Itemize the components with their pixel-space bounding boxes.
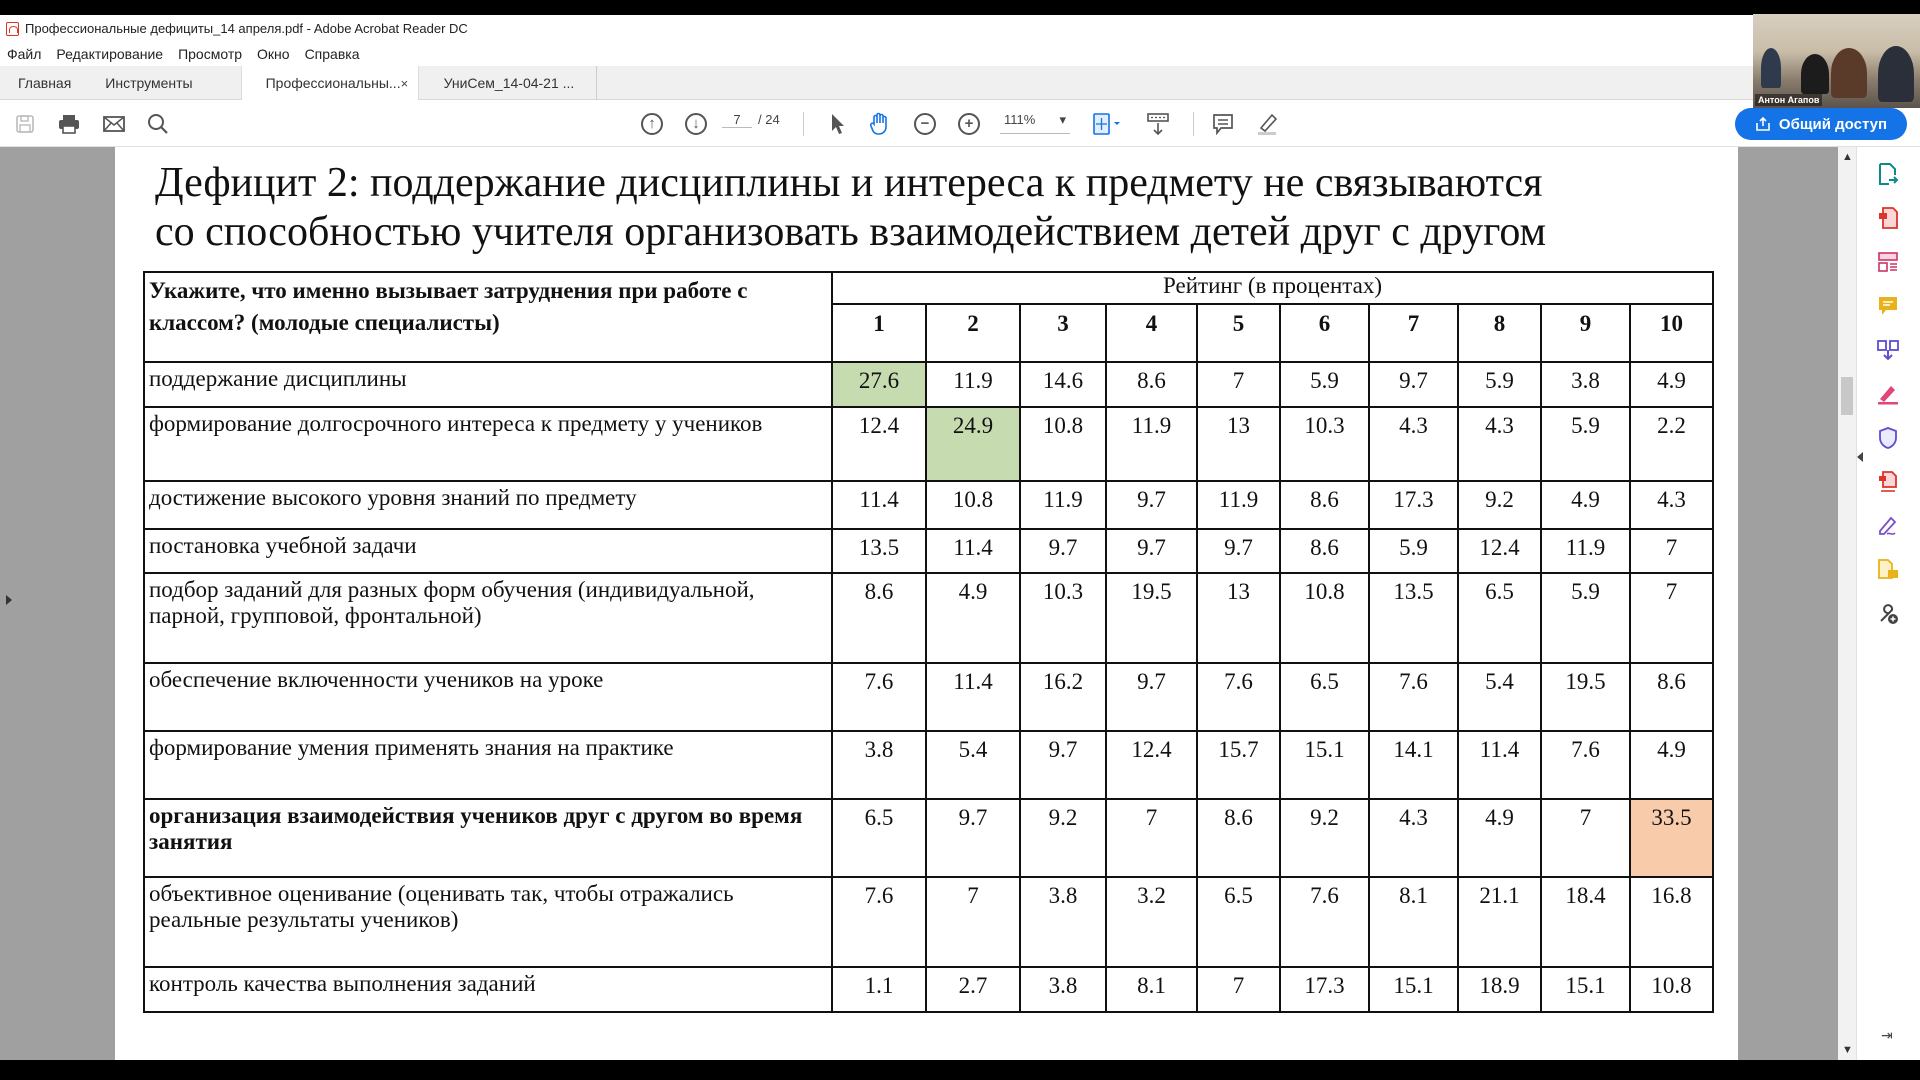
video-call-thumbnail[interactable] bbox=[1753, 14, 1920, 108]
scrollbar-thumb[interactable] bbox=[1841, 377, 1853, 415]
table-row bbox=[144, 877, 1713, 967]
table-cell: 9.7 bbox=[1106, 663, 1197, 731]
table-cell: 9.7 bbox=[926, 799, 1020, 877]
table-cell: 15.7 bbox=[1197, 731, 1280, 799]
table-cell: 7 bbox=[1197, 967, 1280, 1012]
document-viewport[interactable] bbox=[0, 147, 1856, 1060]
table-cell: 6.5 bbox=[1458, 573, 1541, 663]
zoom-in-icon[interactable]: + bbox=[955, 100, 983, 147]
table-cell: 8.6 bbox=[1630, 663, 1713, 731]
vertical-scrollbar[interactable] bbox=[1838, 147, 1856, 1060]
print-icon[interactable] bbox=[55, 100, 83, 147]
close-tab-icon[interactable]: × bbox=[400, 75, 409, 91]
comment-icon[interactable] bbox=[1209, 100, 1237, 147]
export-pdf-icon[interactable] bbox=[1875, 161, 1901, 187]
table-cell: 8.1 bbox=[1369, 877, 1458, 967]
table-cell: 7.6 bbox=[1541, 731, 1630, 799]
table-cell: 13.5 bbox=[1369, 573, 1458, 663]
table-cell: 19.5 bbox=[1541, 663, 1630, 731]
table-cell: 11.4 bbox=[926, 529, 1020, 573]
heading-line-2: со способностью учителя организовать взаимодействием детей друг с другом bbox=[155, 209, 1547, 255]
table-cell: 15.1 bbox=[1541, 967, 1630, 1012]
participant-name: Антон Агапов bbox=[1755, 94, 1822, 106]
table-cell: 10.8 bbox=[1020, 407, 1106, 481]
table-cell: 7.6 bbox=[832, 877, 926, 967]
table-row bbox=[144, 573, 1713, 663]
table-rating-header: Рейтинг (в процентах) bbox=[832, 272, 1713, 304]
table-cell: 7.6 bbox=[1197, 663, 1280, 731]
table-cell: 11.9 bbox=[1106, 407, 1197, 481]
tab-bar bbox=[0, 66, 1755, 100]
scroll-down-icon[interactable]: ▼ bbox=[1842, 1044, 1853, 1056]
table-cell: 17.3 bbox=[1369, 481, 1458, 529]
next-page-icon[interactable]: ↓ bbox=[682, 100, 710, 147]
table-cell: 3.8 bbox=[1020, 877, 1106, 967]
tab-active-document-label: Профессиональны... bbox=[265, 75, 401, 91]
table-cell: 4.9 bbox=[1630, 731, 1713, 799]
row-label: контроль качества выполнения заданий bbox=[144, 967, 832, 1012]
menu-help[interactable]: Справка bbox=[304, 46, 360, 62]
table-cell: 10.3 bbox=[1280, 407, 1369, 481]
table-cell: 4.3 bbox=[1369, 799, 1458, 877]
edit-pdf-icon[interactable] bbox=[1875, 249, 1901, 275]
table-cell: 10.8 bbox=[1630, 967, 1713, 1012]
table-cell: 8.1 bbox=[1106, 967, 1197, 1012]
table-cell: 9.2 bbox=[1280, 799, 1369, 877]
pdf-page bbox=[115, 147, 1738, 1060]
send-review-icon[interactable] bbox=[1875, 557, 1901, 583]
save-icon[interactable] bbox=[12, 100, 38, 147]
table-cell: 11.9 bbox=[1020, 481, 1106, 529]
table-cell: 21.1 bbox=[1458, 877, 1541, 967]
table-cell: 8.6 bbox=[1197, 799, 1280, 877]
table-cell: 18.4 bbox=[1541, 877, 1630, 967]
table-cell: 5.4 bbox=[1458, 663, 1541, 731]
table-cell: 7 bbox=[1630, 573, 1713, 663]
table-cell: 33.5 bbox=[1630, 799, 1713, 877]
table-cell: 9.7 bbox=[1106, 529, 1197, 573]
row-label: объективное оценивание (оценивать так, чтобы отражались реальные результаты учеников) bbox=[144, 877, 832, 967]
table-cell: 10.3 bbox=[1020, 573, 1106, 663]
table-cell: 7.6 bbox=[1369, 663, 1458, 731]
table-cell: 3.8 bbox=[1541, 362, 1630, 407]
email-icon[interactable] bbox=[100, 100, 128, 147]
table-row bbox=[144, 663, 1713, 731]
table-cell: 18.9 bbox=[1458, 967, 1541, 1012]
right-tools-panel bbox=[1856, 147, 1920, 1060]
acrobat-pdf-icon bbox=[6, 22, 19, 36]
participant-figure bbox=[1831, 48, 1867, 98]
table-cell: 9.7 bbox=[1197, 529, 1280, 573]
table-cell: 12.4 bbox=[1458, 529, 1541, 573]
table-cell: 7.6 bbox=[1280, 877, 1369, 967]
combine-files-icon[interactable] bbox=[1875, 337, 1901, 363]
table-cell: 19.5 bbox=[1106, 573, 1197, 663]
collapse-right-panel-icon[interactable] bbox=[1857, 452, 1863, 462]
expand-left-panel-icon[interactable] bbox=[6, 595, 12, 605]
table-cell: 7.6 bbox=[832, 663, 926, 731]
table-cell: 4.9 bbox=[1541, 481, 1630, 529]
table-cell: 5.9 bbox=[1280, 362, 1369, 407]
hand-tool-icon[interactable] bbox=[866, 100, 894, 147]
select-cursor-icon[interactable] bbox=[826, 100, 850, 147]
table-cell: 6.5 bbox=[832, 799, 926, 877]
table-cell: 9.7 bbox=[1020, 731, 1106, 799]
window-title: Профессиональные дефициты_14 апреля.pdf - Adobe Acrobat Reader DC bbox=[25, 21, 468, 36]
table-cell: 13.5 bbox=[832, 529, 926, 573]
table-cell: 8.6 bbox=[1106, 362, 1197, 407]
table-cell: 8.6 bbox=[1280, 481, 1369, 529]
screen-bottom-band bbox=[0, 1060, 1920, 1080]
table-cell: 4.3 bbox=[1630, 481, 1713, 529]
zoom-level-dropdown[interactable] bbox=[1000, 112, 1070, 134]
column-header: 6 bbox=[1280, 304, 1369, 362]
fill-sign-icon[interactable] bbox=[1875, 381, 1901, 407]
row-label: постановка учебной задачи bbox=[144, 529, 832, 573]
table-cell: 12.4 bbox=[832, 407, 926, 481]
row-label: формирование долгосрочного интереса к предмету у учеников bbox=[144, 407, 832, 481]
share-button[interactable] bbox=[1735, 108, 1907, 140]
screen-top-band bbox=[0, 0, 1920, 15]
menu-window[interactable]: Окно bbox=[257, 46, 290, 62]
table-cell: 13 bbox=[1197, 407, 1280, 481]
scroll-up-icon[interactable]: ▲ bbox=[1842, 151, 1853, 163]
column-header: 3 bbox=[1020, 304, 1106, 362]
rating-table bbox=[143, 271, 1714, 1013]
row-label: организация взаимодействия учеников друг с другом во время занятия bbox=[144, 799, 832, 877]
row-label: подбор заданий для разных форм обучения (индивидуальной, парной, групповой, фронтальной) bbox=[144, 573, 832, 663]
zoom-level-value: 111% bbox=[1004, 112, 1036, 127]
protect-icon[interactable] bbox=[1875, 425, 1901, 451]
table-cell: 5.9 bbox=[1541, 407, 1630, 481]
heading-line-1: Дефицит 2: поддержание дисциплины и интереса к предмету не связываются bbox=[155, 160, 1543, 206]
table-cell: 13 bbox=[1197, 573, 1280, 663]
table-cell: 7 bbox=[1197, 362, 1280, 407]
table-cell: 8.6 bbox=[1280, 529, 1369, 573]
table-row bbox=[144, 481, 1713, 529]
tab-home[interactable]: Главная bbox=[18, 75, 72, 91]
table-cell: 27.6 bbox=[832, 362, 926, 407]
table-cell: 6.5 bbox=[1197, 877, 1280, 967]
share-button-label: Общий доступ bbox=[1778, 115, 1888, 133]
table-cell: 7 bbox=[1541, 799, 1630, 877]
table-cell: 11.9 bbox=[1197, 481, 1280, 529]
collapse-panel-icon[interactable]: ⇥ bbox=[1881, 1027, 1893, 1043]
column-header: 10 bbox=[1630, 304, 1713, 362]
search-icon[interactable] bbox=[144, 100, 172, 147]
table-cell: 9.7 bbox=[1020, 529, 1106, 573]
table-cell: 2.2 bbox=[1630, 407, 1713, 481]
column-header: 1 bbox=[832, 304, 926, 362]
toolbar-divider bbox=[1193, 112, 1194, 136]
table-cell: 5.4 bbox=[926, 731, 1020, 799]
participant-figure bbox=[1801, 54, 1829, 94]
table-cell: 11.4 bbox=[926, 663, 1020, 731]
table-cell: 16.2 bbox=[1020, 663, 1106, 731]
table-cell: 9.2 bbox=[1458, 481, 1541, 529]
page-indicator bbox=[722, 112, 780, 128]
table-cell: 5.9 bbox=[1458, 362, 1541, 407]
table-cell: 5.9 bbox=[1369, 529, 1458, 573]
main-toolbar bbox=[0, 100, 1920, 147]
table-cell: 7 bbox=[1106, 799, 1197, 877]
table-cell: 11.9 bbox=[1541, 529, 1630, 573]
more-tools-icon[interactable] bbox=[1875, 601, 1901, 627]
window-titlebar bbox=[0, 15, 1755, 42]
table-cell: 2.7 bbox=[926, 967, 1020, 1012]
table-cell: 5.9 bbox=[1541, 573, 1630, 663]
row-label: достижение высокого уровня знаний по предмету bbox=[144, 481, 832, 529]
table-cell: 6.5 bbox=[1280, 663, 1369, 731]
row-label: поддержание дисциплины bbox=[144, 362, 832, 407]
table-cell: 8.6 bbox=[832, 573, 926, 663]
column-header: 4 bbox=[1106, 304, 1197, 362]
table-cell: 10.8 bbox=[926, 481, 1020, 529]
column-header: 2 bbox=[926, 304, 1020, 362]
table-cell: 7 bbox=[1630, 529, 1713, 573]
table-cell: 16.8 bbox=[1630, 877, 1713, 967]
table-cell: 3.8 bbox=[832, 731, 926, 799]
tab-tools[interactable]: Инструменты bbox=[105, 75, 193, 91]
create-pdf-icon[interactable] bbox=[1875, 205, 1901, 231]
menu-edit[interactable]: Редактирование bbox=[56, 46, 164, 62]
row-label: обеспечение включенности учеников на уроке bbox=[144, 663, 832, 731]
table-cell: 4.3 bbox=[1369, 407, 1458, 481]
table-cell: 14.1 bbox=[1369, 731, 1458, 799]
table-cell: 4.9 bbox=[1458, 799, 1541, 877]
table-row bbox=[144, 407, 1713, 481]
table-cell: 24.9 bbox=[926, 407, 1020, 481]
column-header: 8 bbox=[1458, 304, 1541, 362]
page-heading bbox=[155, 159, 1715, 257]
participant-figure bbox=[1761, 48, 1781, 88]
table-cell: 4.9 bbox=[926, 573, 1020, 663]
toolbar-divider bbox=[803, 112, 804, 136]
chevron-down-icon: ▾ bbox=[1059, 112, 1066, 127]
table-cell: 9.7 bbox=[1106, 481, 1197, 529]
table-row bbox=[144, 362, 1713, 407]
highlight-pen-icon[interactable] bbox=[1253, 100, 1281, 147]
tab-active-document[interactable] bbox=[241, 66, 419, 100]
table-cell: 11.9 bbox=[926, 362, 1020, 407]
page-total: / 24 bbox=[758, 112, 780, 127]
scroll-mode-icon[interactable] bbox=[1143, 100, 1173, 147]
table-cell: 14.6 bbox=[1020, 362, 1106, 407]
column-header: 9 bbox=[1541, 304, 1630, 362]
table-cell: 10.8 bbox=[1280, 573, 1369, 663]
participant-figure bbox=[1878, 46, 1914, 102]
table-row bbox=[144, 967, 1713, 1012]
table-cell: 3.2 bbox=[1106, 877, 1197, 967]
menu-file[interactable]: Файл bbox=[7, 46, 42, 62]
row-label: формирование умения применять знания на практике bbox=[144, 731, 832, 799]
table-row bbox=[144, 799, 1713, 877]
column-header: 7 bbox=[1369, 304, 1458, 362]
prev-page-icon[interactable]: ↑ bbox=[638, 100, 666, 147]
menu-view[interactable]: Просмотр bbox=[178, 46, 243, 62]
fit-page-icon[interactable] bbox=[1090, 100, 1124, 147]
table-cell: 15.1 bbox=[1369, 967, 1458, 1012]
table-cell: 3.8 bbox=[1020, 967, 1106, 1012]
table-cell: 12.4 bbox=[1106, 731, 1197, 799]
table-cell: 17.3 bbox=[1280, 967, 1369, 1012]
table-row bbox=[144, 529, 1713, 573]
table-cell: 7 bbox=[926, 877, 1020, 967]
table-cell: 9.2 bbox=[1020, 799, 1106, 877]
tab-other-document[interactable]: УниСем_14-04-21 ... bbox=[419, 66, 597, 100]
table-cell: 9.7 bbox=[1369, 362, 1458, 407]
menu-bar bbox=[0, 42, 1755, 66]
table-cell: 15.1 bbox=[1280, 731, 1369, 799]
share-icon bbox=[1755, 116, 1771, 132]
table-row bbox=[144, 731, 1713, 799]
table-cell: 1.1 bbox=[832, 967, 926, 1012]
request-signature-icon[interactable] bbox=[1875, 513, 1901, 539]
page-number-input[interactable]: 7 bbox=[722, 112, 752, 128]
table-cell: 4.9 bbox=[1630, 362, 1713, 407]
table-cell: 11.4 bbox=[1458, 731, 1541, 799]
zoom-out-icon[interactable]: − bbox=[911, 100, 939, 147]
table-question-header: Укажите, что именно вызывает затруднения при работе с классом? (молодые специалисты) bbox=[144, 272, 832, 362]
table-cell: 11.4 bbox=[832, 481, 926, 529]
compress-pdf-icon[interactable] bbox=[1875, 469, 1901, 495]
table-cell: 4.3 bbox=[1458, 407, 1541, 481]
comment-tool-icon[interactable] bbox=[1875, 293, 1901, 319]
column-header: 5 bbox=[1197, 304, 1280, 362]
